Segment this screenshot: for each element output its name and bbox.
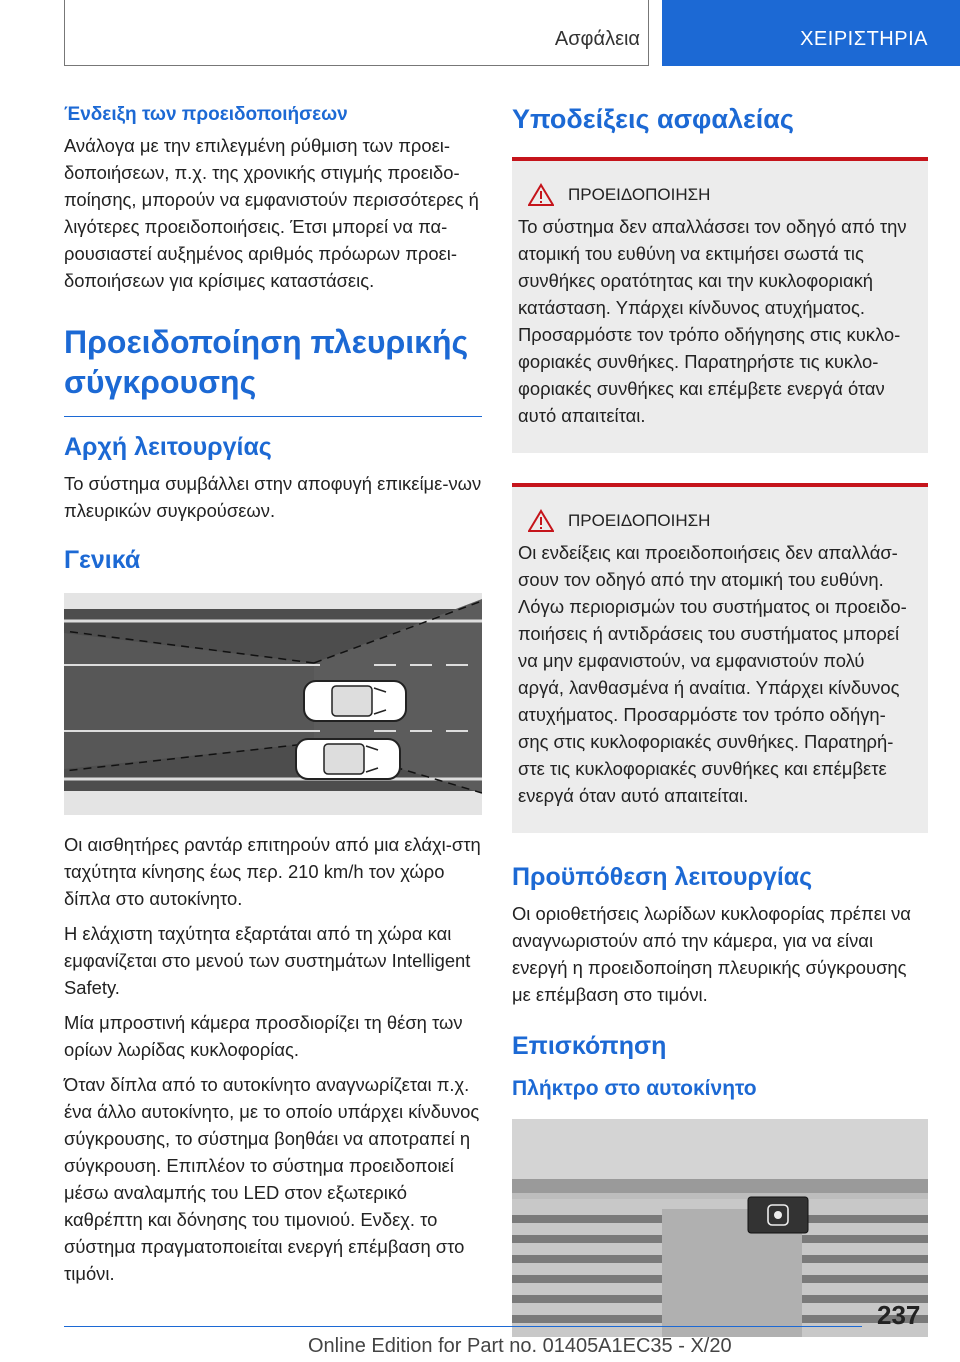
warning-label: ΠΡΟΕΙΔΟΠΟΙΗΣΗ: [568, 185, 711, 204]
page-number: 237: [877, 1300, 921, 1330]
footer-divider: [64, 1326, 862, 1327]
left-column: [64, 100, 482, 1295]
paragraph: Μία μπροστινή κάμερα προσδιορίζει τη θέση των ορίων λωρίδας κυκλοφορίας.: [64, 1012, 463, 1060]
subsection-title: Πλήκτρο στο αυτοκίνητο: [512, 1077, 757, 1100]
paragraph: Οι οριοθετήσεις λωρίδων κυκλοφορίας πρέπει να αναγνωριστούν από την κάμερα, για να είναι ενεργή η προειδοποίηση πλευρικής σύγκρουσης με επέμβαση στο τιμόνι.: [512, 903, 911, 1005]
chapter-title-line1: Προειδοποίηση πλευρικής: [64, 324, 469, 360]
subsection-title: Ένδειξη των προειδοποιήσεων: [64, 104, 348, 125]
section-title: Γενικά: [64, 546, 141, 574]
section-title: Επισκόπηση: [512, 1032, 667, 1060]
warning-text: Το σύστημα δεν απαλλάσσει τον οδηγό από την ατομική του ευθύνη να εκτιμήσει σωστά τις συνθήκες ορατότητας και την κυκλοφοριακή κατάσταση. Υπάρχει κίνδυνος ατυχήματος. Προσαρμόστε τον τρόπο οδήγησης στις κυκλο-φοριακές συνθήκες. Παρατηρήστε τις κυκλο-φοριακές συνθήκες και επέμβετε ενεργά όταν αυτό απαιτείται.: [518, 216, 907, 426]
header-section: Ασφάλεια: [554, 28, 640, 50]
vehicle-button-photo: [512, 1119, 928, 1337]
paragraph: Ανάλογα με την επιλεγμένη ρύθμιση των προει-δοποιήσεων, π.χ. της χρονικής στιγμής προειδο-ποίησης, μπορούν να εμφανιστούν περισσότερες ή λιγότερες προειδοποιήσεις. Έτσι μπορεί να πα-ρουσιαστεί αυξημένος αριθμός πρόωρων προει-δοποιήσεων για κρίσιμες καταστάσεις.: [64, 135, 479, 291]
warning-label: ΠΡΟΕΙΔΟΠΟΙΗΣΗ: [568, 511, 711, 530]
right-column: [512, 100, 928, 1337]
chapter-title: [64, 322, 482, 417]
section-title: Αρχή λειτουργίας: [64, 433, 272, 461]
warning-box: [512, 157, 928, 453]
warning-text: Οι ενδείξεις και προειδοποιήσεις δεν απαλλάσ-σουν τον οδηγό από την ατομική του ευθύνη. Λόγω περιορισμών του συστήματος οι προειδο-ποιήσεις ή αντιδράσεις του συστήματος μπορεί να μην εμφανιστούν, να εμφανιστούν πολύ αργά, λανθασμένα ή αναίτια. Υπάρχει κίνδυνος ατυχήματος. Προσαρμόστε τον τρόπο οδήγη-σης στις κυκλοφοριακές συνθήκες. Παρατηρή-στε τις κυκλοφοριακές συνθήκες και επέμβετε ενεργά όταν αυτό απαιτείται.: [518, 542, 907, 806]
paragraph: Οι αισθητήρες ραντάρ επιτηρούν από μια ελάχι-στη ταχύτητα κίνησης έως περ. 210 km/h τον χώρο δίπλα στο αυτοκίνητο.: [64, 834, 481, 909]
paragraph: Η ελάχιστη ταχύτητα εξαρτάται από τη χώρα και εμφανίζεται στο μενού των συστημάτων Intelligent Safety.: [64, 923, 471, 998]
warning-box: [512, 483, 928, 833]
footer-edition: Online Edition for Part no. 01405A1EC35 - X/20: [308, 1335, 732, 1357]
paragraph: Το σύστημα συμβάλλει στην αποφυγή επικείμε-νων πλευρικών συγκρούσεων.: [64, 473, 482, 521]
lane-diagram-figure: [64, 593, 482, 815]
section-title: Υποδείξεις ασφαλείας: [512, 104, 794, 134]
header-chapter: ΧΕΙΡΙΣΤΗΡΙΑ: [800, 28, 928, 50]
warning-triangle-icon: [528, 183, 554, 207]
paragraph: Όταν δίπλα από το αυτοκίνητο αναγνωρίζεται π.χ. ένα άλλο αυτοκίνητο, με το οποίο υπάρχει κίνδυνος σύγκρουσης, το σύστημα βοηθάει να αποτραπεί η σύγκρουση. Επιπλέον το σύστημα προειδοποιεί μέσω αναλαμπής του LED στον εξωτερικό καθρέπτη και δόνησης του τιμονιού. Ενδεχ. το σύστημα πραγματοποιείται ενεργή επέμβαση στο τιμόνι.: [64, 1074, 480, 1284]
car-icon: [304, 681, 406, 721]
car-icon: [296, 739, 400, 779]
section-title: Προϋπόθεση λειτουργίας: [512, 863, 813, 891]
header-chapter-tab: [662, 0, 960, 66]
warning-triangle-icon: [528, 509, 554, 533]
chapter-title-line2: σύγκρουσης: [64, 364, 257, 400]
